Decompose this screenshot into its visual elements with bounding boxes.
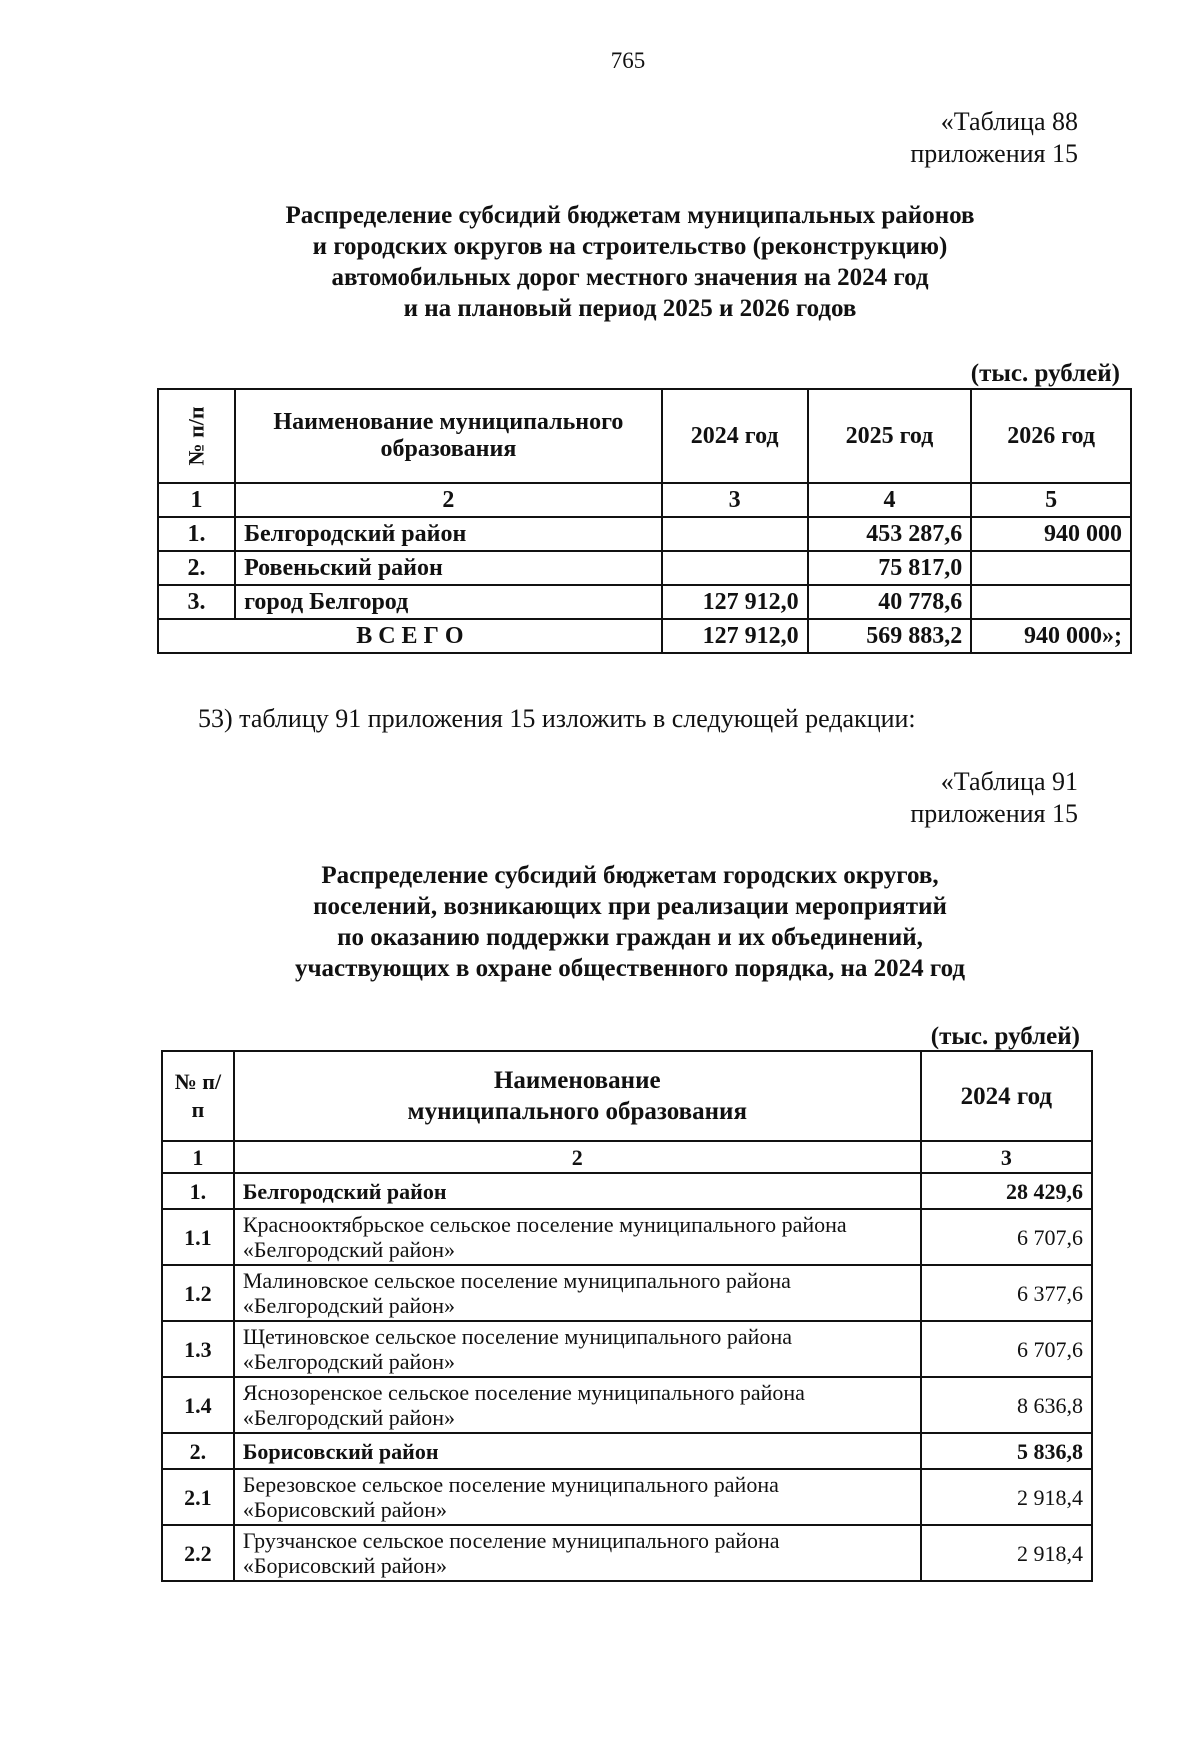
table91-index-row [162, 1141, 1092, 1173]
header-cell: 2025 год [808, 389, 972, 483]
table91-ref-line1: «Таблица 91 [940, 767, 1078, 796]
header-cell: № п/п [162, 1051, 234, 1141]
table88-ref-line1: «Таблица 88 [940, 107, 1078, 136]
row-value: 2 918,4 [921, 1525, 1092, 1581]
table91-title-line: поселений, возникающих при реализации мероприятий [313, 893, 947, 920]
table88-total-row [158, 619, 1131, 653]
row-name: Белгородский район [234, 1173, 921, 1209]
index-cell: 3 [662, 483, 808, 517]
row-number: 1.2 [162, 1265, 234, 1321]
table88 [157, 388, 1132, 654]
total-2026: 940 000»; [971, 619, 1131, 653]
table88-title-line: Распределение субсидий бюджетам муниципальных районов [285, 202, 975, 229]
total-2025: 569 883,2 [808, 619, 972, 653]
row-name: Краснооктябрьское сельское поселение муниципального района «Белгородский район» [234, 1209, 921, 1265]
row-value-2025: 40 778,6 [808, 585, 972, 619]
row-number: 2.1 [162, 1469, 234, 1525]
table-row [162, 1377, 1092, 1433]
table91-header-row [162, 1051, 1092, 1141]
table-row [162, 1433, 1092, 1469]
row-value: 6 707,6 [921, 1321, 1092, 1377]
header-cell: 2024 год [921, 1051, 1092, 1141]
table-row [158, 551, 1131, 585]
row-value: 6 377,6 [921, 1265, 1092, 1321]
index-cell: 3 [921, 1141, 1092, 1173]
row-value-2024: 127 912,0 [662, 585, 808, 619]
index-cell: 1 [158, 483, 235, 517]
table-row [158, 585, 1131, 619]
total-2024: 127 912,0 [662, 619, 808, 653]
index-cell: 1 [162, 1141, 234, 1173]
row-value: 5 836,8 [921, 1433, 1092, 1469]
row-number: 1.4 [162, 1377, 234, 1433]
row-name: Белгородский район [235, 517, 662, 551]
header-number-label: № п/п [183, 405, 209, 466]
row-number: 2. [162, 1433, 234, 1469]
table88-header-row [158, 389, 1131, 483]
row-value-2026: 940 000 [971, 517, 1131, 551]
table88-title-line: и на плановый период 2025 и 2026 годов [403, 295, 857, 322]
table88-ref-line2: приложения 15 [910, 139, 1078, 168]
table91-title-line: Распределение субсидий бюджетам городских округов, [321, 862, 939, 889]
row-value: 28 429,6 [921, 1173, 1092, 1209]
table91-reference [910, 766, 1078, 830]
row-value-2025: 75 817,0 [808, 551, 972, 585]
header-cell: 2026 год [971, 389, 1131, 483]
index-cell: 2 [235, 483, 662, 517]
row-name: Яснозоренское сельское поселение муниципального района «Белгородский район» [234, 1377, 921, 1433]
table88-title-line: автомобильных дорог местного значения на 2024 год [331, 264, 929, 291]
row-value: 6 707,6 [921, 1209, 1092, 1265]
table-row [162, 1525, 1092, 1581]
row-number: 1.1 [162, 1209, 234, 1265]
table88-title-line: и городских округов на строительство (реконструкцию) [312, 233, 948, 260]
table88-reference [910, 106, 1078, 170]
table91-title [0, 860, 1200, 984]
row-value-2026 [971, 551, 1131, 585]
total-label: В С Е Г О [158, 619, 662, 653]
index-cell: 4 [808, 483, 972, 517]
row-number: 3. [158, 585, 235, 619]
table88-index-row [158, 483, 1131, 517]
row-number: 1. [158, 517, 235, 551]
table91-title-line: участвующих в охране общественного порядка, на 2024 год [294, 955, 966, 982]
header-cell: 2024 год [662, 389, 808, 483]
row-name: Малиновское сельское поселение муниципального района «Белгородский район» [234, 1265, 921, 1321]
index-cell: 2 [234, 1141, 921, 1173]
table88-title [0, 200, 1200, 324]
row-number: 1.3 [162, 1321, 234, 1377]
table-row [158, 517, 1131, 551]
header-cell: Наименование муниципального образования [235, 389, 662, 483]
row-value-2024 [662, 551, 808, 585]
table91-units: (тыс. рублей) [930, 1023, 1080, 1050]
table91-ref-line2: приложения 15 [910, 799, 1078, 828]
row-value: 2 918,4 [921, 1469, 1092, 1525]
row-name: Грузчанское сельское поселение муниципального района «Борисовский район» [234, 1525, 921, 1581]
table91 [161, 1050, 1093, 1582]
table-row [162, 1265, 1092, 1321]
amendment-paragraph: 53) таблицу 91 приложения 15 изложить в следующей редакции: [198, 704, 916, 733]
row-name: Борисовский район [234, 1433, 921, 1469]
row-value: 8 636,8 [921, 1377, 1092, 1433]
row-value-2026 [971, 585, 1131, 619]
page-number: 765 [610, 48, 646, 73]
table-row [162, 1321, 1092, 1377]
header-cell: Наименование муниципального образования [234, 1051, 921, 1141]
table-row [162, 1209, 1092, 1265]
table88-units: (тыс. рублей) [970, 360, 1120, 387]
row-number: 2. [158, 551, 235, 585]
index-cell: 5 [971, 483, 1131, 517]
table-row [162, 1173, 1092, 1209]
row-name: город Белгород [235, 585, 662, 619]
row-value-2024 [662, 517, 808, 551]
row-value-2025: 453 287,6 [808, 517, 972, 551]
row-number: 1. [162, 1173, 234, 1209]
table-row [162, 1469, 1092, 1525]
header-cell [158, 389, 235, 483]
row-name: Ровеньский район [235, 551, 662, 585]
row-number: 2.2 [162, 1525, 234, 1581]
row-name: Щетиновское сельское поселение муниципального района «Белгородский район» [234, 1321, 921, 1377]
table91-title-line: по оказанию поддержки граждан и их объединений, [337, 924, 923, 951]
row-name: Березовское сельское поселение муниципального района «Борисовский район» [234, 1469, 921, 1525]
